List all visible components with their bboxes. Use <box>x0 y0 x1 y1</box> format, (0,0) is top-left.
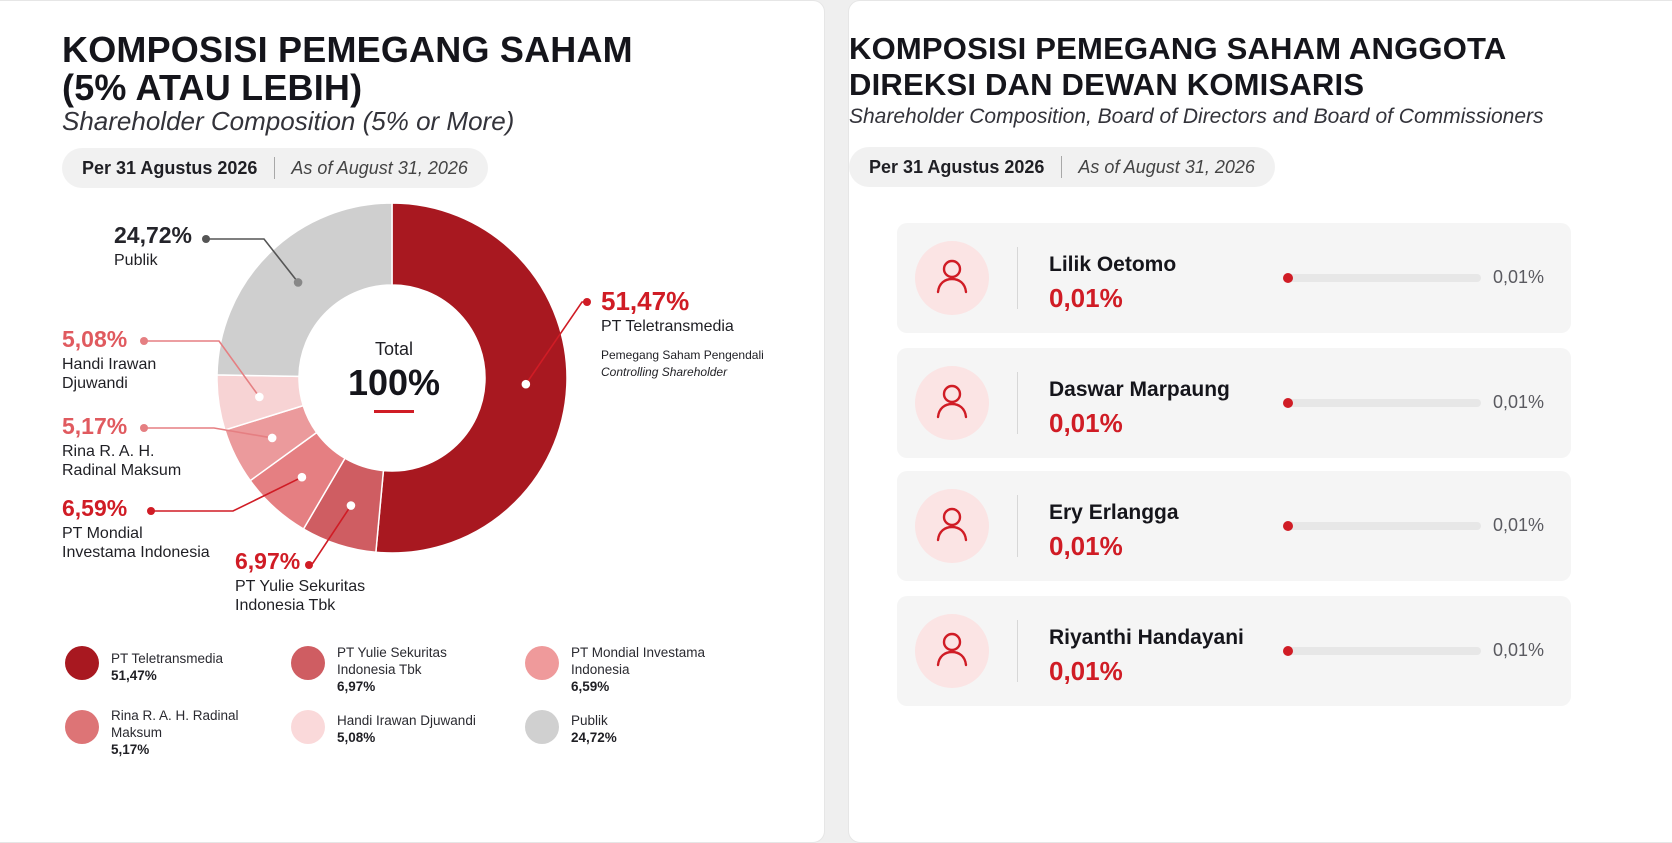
shareholder-panel <box>0 0 825 843</box>
member-card <box>897 348 1571 458</box>
legend-value: 5,17% <box>111 742 150 757</box>
date-id: Per 31 Agustus 2026 <box>82 157 258 178</box>
callout-mondial-name-2: Investama Indonesia <box>62 544 210 561</box>
legend-swatch <box>291 710 325 744</box>
legend-item-mondial <box>525 646 750 706</box>
person-icon <box>933 381 971 426</box>
callout-yulie <box>235 548 365 615</box>
legend-text <box>337 712 527 746</box>
center-label: Total <box>374 339 414 359</box>
legend-swatch <box>65 646 99 680</box>
callout-tele-pct: 51,47% <box>601 286 690 316</box>
leader-end-dot <box>202 235 210 243</box>
leader-end-dot <box>583 298 591 306</box>
board-panel <box>848 0 1672 843</box>
member-name: Ery Erlangga <box>1049 501 1179 524</box>
title-line-1: KOMPOSISI PEMEGANG SAHAM <box>62 29 633 70</box>
center-value: 100% <box>347 362 441 403</box>
member-card <box>897 596 1571 706</box>
card-divider <box>1017 247 1018 309</box>
legend-item-publik <box>525 710 750 770</box>
legend-label: Publik <box>571 713 608 728</box>
callout-handi-name-2: Djuwandi <box>62 375 128 392</box>
legend-label: Handi Irawan Djuwandi <box>337 713 476 728</box>
legend-text <box>571 644 761 695</box>
legend-swatch <box>65 710 99 744</box>
legend-value: 5,08% <box>337 730 376 745</box>
callout-rina-name-2: Radinal Maksum <box>62 462 182 479</box>
legend-item-rina <box>65 710 290 770</box>
ownership-bar <box>1283 647 1481 655</box>
person-icon <box>933 256 971 301</box>
callout-mondial-pct: 6,59% <box>62 495 128 521</box>
callout-yulie-name-2: Indonesia Tbk <box>235 597 336 614</box>
legend-text <box>111 707 301 758</box>
legend-item-yulie <box>291 646 516 706</box>
ownership-bar-label: 0,01% <box>1493 640 1545 660</box>
member-card <box>897 223 1571 333</box>
board-date-pill <box>849 147 1275 187</box>
legend-value: 6,59% <box>571 679 610 694</box>
callout-yulie-pct: 6,97% <box>235 548 301 574</box>
leader-anchor-dot <box>256 393 263 400</box>
member-name: Daswar Marpaung <box>1049 378 1230 401</box>
ownership-bar <box>1283 399 1481 407</box>
legend-label: Rina R. A. H. Radinal <box>111 708 239 723</box>
legend-text <box>571 712 761 746</box>
callout-publik-pct: 24,72% <box>114 222 193 248</box>
callout-mondial-name-1: PT Mondial <box>62 525 143 542</box>
title-line-2: (5% ATAU LEBIH) <box>62 67 363 108</box>
person-icon <box>933 504 971 549</box>
ownership-bar <box>1283 274 1481 282</box>
center-accent <box>374 410 414 413</box>
card-divider <box>1017 495 1018 557</box>
callout-yulie-name-1: PT Yulie Sekuritas <box>235 578 366 595</box>
legend-text <box>337 644 527 695</box>
leader-anchor-dot <box>295 279 302 286</box>
board-subtitle: Shareholder Composition, Board of Directors and Board of Commissioners <box>849 105 1544 128</box>
person-icon <box>933 629 971 674</box>
legend-swatch <box>525 710 559 744</box>
member-name: Riyanthi Handayani <box>1049 626 1244 649</box>
avatar <box>915 241 989 315</box>
callout-publik-name: Publik <box>114 252 158 269</box>
ownership-bar-label: 0,01% <box>1493 515 1545 535</box>
member-percentage: 0,01% <box>1049 283 1123 313</box>
ownership-bar-label: 0,01% <box>1493 267 1545 287</box>
callout-handi-name-1: Handi Irawan <box>62 356 157 373</box>
legend-swatch <box>525 646 559 680</box>
avatar <box>915 489 989 563</box>
legend-label: PT Yulie Sekuritas <box>337 645 447 660</box>
legend-value: 6,97% <box>337 679 376 694</box>
callout-handi-pct: 5,08% <box>62 326 128 352</box>
avatar <box>915 366 989 440</box>
avatar <box>915 614 989 688</box>
controlling-en: Controlling Shareholder <box>601 365 728 379</box>
board-date-separator <box>1061 156 1062 178</box>
ownership-bar <box>1283 522 1481 530</box>
legend-label-2: Indonesia Tbk <box>337 662 422 677</box>
legend-item-handi <box>291 710 516 770</box>
legend-value: 51,47% <box>111 668 157 683</box>
ownership-bar-fill <box>1283 273 1293 283</box>
callout-rina <box>62 413 181 480</box>
legend-swatch <box>291 646 325 680</box>
leader-anchor-dot <box>347 502 354 509</box>
callout-publik <box>114 222 192 270</box>
card-divider <box>1017 372 1018 434</box>
ownership-bar-fill <box>1283 521 1293 531</box>
board-date-en: As of August 31, 2026 <box>1078 156 1255 177</box>
legend-label: PT Teletransmedia <box>111 651 224 666</box>
legend-label: PT Mondial Investama <box>571 645 706 660</box>
legend-text <box>111 650 301 684</box>
member-name: Lilik Oetomo <box>1049 253 1177 276</box>
member-card <box>897 471 1571 581</box>
member-percentage: 0,01% <box>1049 408 1123 438</box>
callout-mondial <box>62 495 210 562</box>
board-title-line-2: DIREKSI DAN DEWAN KOMISARIS <box>849 67 1365 102</box>
page-subtitle: Shareholder Composition (5% or More) <box>62 106 515 136</box>
legend-label-2: Maksum <box>111 725 163 740</box>
board-title-line-1: KOMPOSISI PEMEGANG SAHAM ANGGOTA <box>849 31 1507 66</box>
callout-rina-pct: 5,17% <box>62 413 128 439</box>
legend-label-2: Indonesia <box>571 662 630 677</box>
member-percentage: 0,01% <box>1049 531 1123 561</box>
callout-teletransmedia <box>601 288 764 381</box>
board-date-id: Per 31 Agustus 2026 <box>869 156 1045 177</box>
legend-item-teletransmedia <box>65 646 290 706</box>
legend-value: 24,72% <box>571 730 617 745</box>
callout-tele-name: PT Teletransmedia <box>601 318 734 335</box>
callout-handi <box>62 326 156 393</box>
donut-center <box>319 339 469 413</box>
leader-anchor-dot <box>522 381 529 388</box>
board-title <box>849 31 1506 103</box>
leader-anchor-dot <box>269 434 276 441</box>
callout-rina-name-1: Rina R. A. H. <box>62 443 155 460</box>
ownership-bar-fill <box>1283 646 1293 656</box>
card-divider <box>1017 620 1018 682</box>
controlling-id: Pemegang Saham Pengendali <box>601 348 764 362</box>
date-en: As of August 31, 2026 <box>291 157 468 178</box>
member-percentage: 0,01% <box>1049 656 1123 686</box>
leader-anchor-dot <box>298 474 305 481</box>
ownership-bar-fill <box>1283 398 1293 408</box>
ownership-bar-label: 0,01% <box>1493 392 1545 412</box>
